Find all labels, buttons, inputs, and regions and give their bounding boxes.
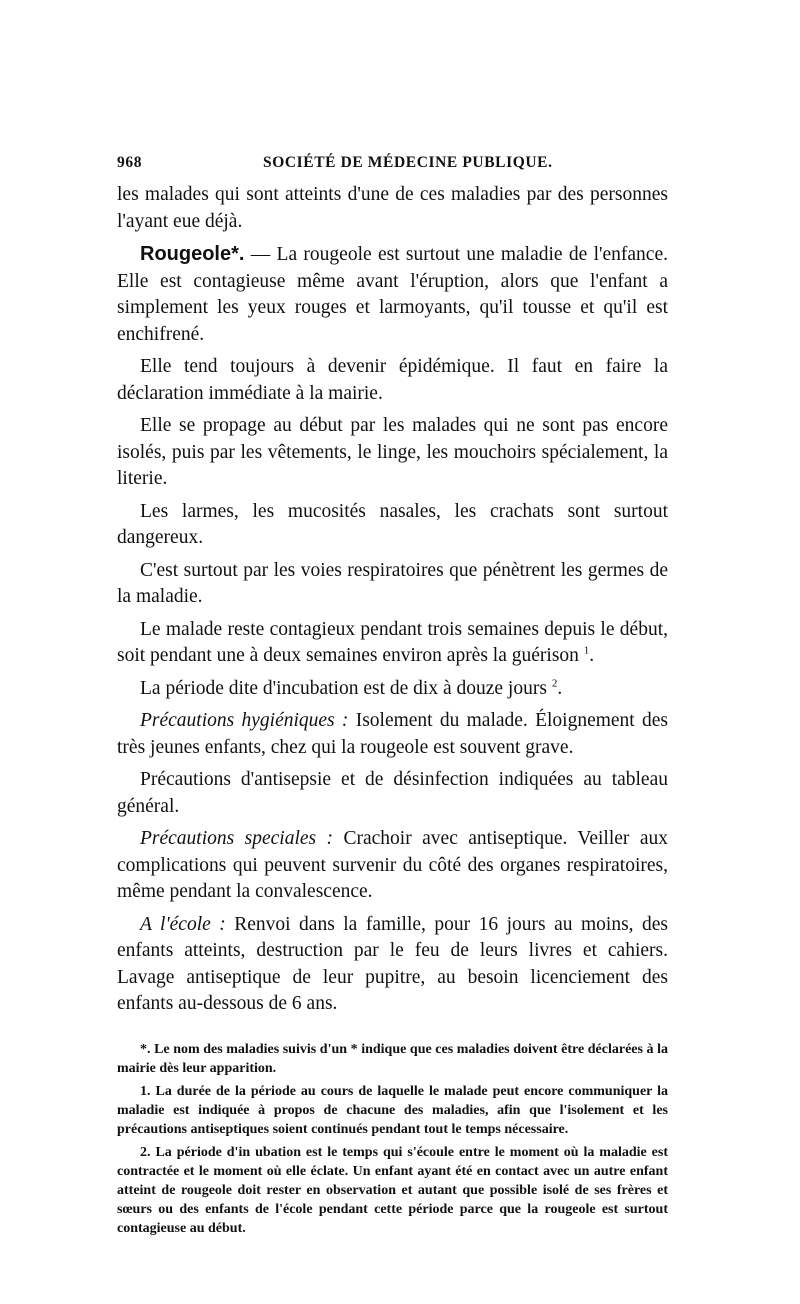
footnote-ref: 2 <box>551 677 558 689</box>
book-page <box>117 150 668 1238</box>
page-header <box>117 150 668 174</box>
paragraph-contagieux <box>117 617 668 670</box>
paragraph-larmes: Les larmes, les mucosités nasales, les crachats sont surtout dangereux. <box>117 500 668 548</box>
paragraph-text: Le malade reste contagieux pendant trois semaines depuis le début, soit pendant une à deux semaines environ après la guérison <box>117 618 668 666</box>
footnote-1: 1. La durée de la période au cours de laquelle le malade peut encore communiquer la maladie est indiquée à propos de chacune des maladies, afin que l'isolement et les précautions antiseptiques soient continués pendant tout le temps nécessaire. <box>117 1083 668 1137</box>
paragraph-incubation <box>117 676 668 703</box>
paragraph-end: . <box>589 645 595 666</box>
paragraph-precautions-hygieniques <box>117 708 668 761</box>
paragraph-lead: Précautions hygiéniques : <box>140 710 349 731</box>
footnote-2: 2. La période d'in ubation est le temps qui s'écoule entre le moment où la maladie est contractée et le moment où elle éclate. Un enfant ayant été en contact avec un autre enfant atteint de rougeole doit rester en observation et autant que possible isolé de ses frères et sœurs ou des enfants de l'école pendant cette période parce que la rougeole est surtout contagieuse au début. <box>117 1144 668 1236</box>
page-number: 968 <box>117 154 143 171</box>
paragraph-propagation: Elle se propage au début par les malades qui ne sont pas encore isolés, puis par les vêtements, le linge, les mouchoirs spécialement, la literie. <box>117 415 668 489</box>
footnote-ref: 1 <box>583 644 590 657</box>
running-title: SOCIÉTÉ DE MÉDECINE PUBLIQUE. <box>263 154 553 171</box>
section-heading: Rougeole*. <box>140 243 245 265</box>
main-text <box>117 182 668 1018</box>
paragraph-text: Crachoir avec antiseptique. Veiller aux complications qui peuvent survenir du côté des organes respiratoires, même pendant la convalescence. <box>117 828 668 902</box>
paragraph-continuation: les malades qui sont atteints d'une de ces maladies par des personnes l'ayant eue déjà. <box>117 184 668 232</box>
paragraph-text: La période dite d'incubation est de dix à douze jours <box>140 677 547 699</box>
paragraph-voies-respiratoires: C'est surtout par les voies respiratoires que pénètrent les germes de la maladie. <box>117 559 668 607</box>
paragraph-text: — La rougeole est surtout une maladie de l'enfance. Elle est contagieuse même avant l'éruption, alors que l'enfant a simplement les yeux rouges et larmoyants, qu'il tousse et qu'il est enchifrené. <box>117 244 668 345</box>
paragraph-end: . <box>557 677 563 699</box>
paragraph-lead: Précautions speciales : <box>140 828 334 849</box>
paragraph-rougeole <box>117 241 668 348</box>
paragraph-antisepsie: Précautions d'antisepsie et de désinfection indiquées au tableau général. <box>117 769 668 817</box>
paragraph-lead: A l'école : <box>140 913 226 935</box>
paragraph-precautions-speciales <box>117 826 668 906</box>
paragraph-ecole <box>117 912 668 1018</box>
footnote-star: *. Le nom des maladies suivis d'un * indique que ces maladies doivent être déclarées à la mairie dès leur apparition. <box>117 1041 668 1076</box>
paragraph-text: Isolement du malade. Éloignement des très jeunes enfants, chez qui la rougeole est souvent grave. <box>117 710 668 758</box>
footnotes <box>117 1040 668 1238</box>
paragraph-text: Renvoi dans la famille, pour 16 jours au moins, des enfants atteints, destruction par le feu de leurs livres et cahiers. Lavage antiseptique de leur pupitre, au besoin licenciement des enfants au-dessous de 6 ans. <box>117 913 669 1014</box>
paragraph-epidemique: Elle tend toujours à devenir épidémique. Il faut en faire la déclaration immédiate à la mairie. <box>117 356 668 404</box>
